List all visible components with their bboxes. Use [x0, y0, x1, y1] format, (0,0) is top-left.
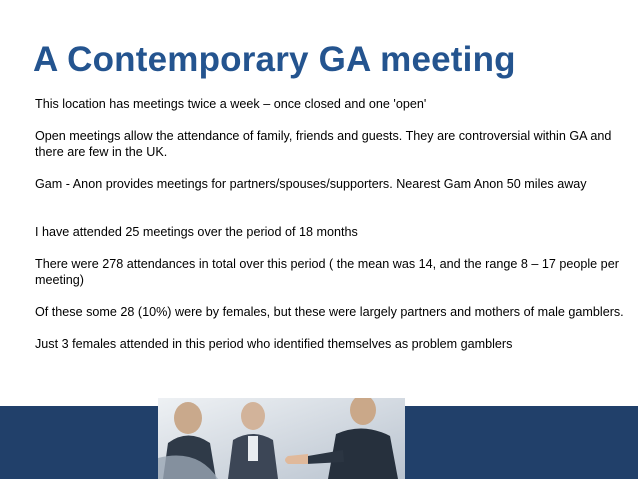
paragraph-total-attendances: There were 278 attendances in total over this period ( the mean was 14, and the range 8 – 17 people per meeting) [35, 257, 619, 287]
paragraph-gam-anon: Gam - Anon provides meetings for partners/spouses/supporters. Nearest Gam Anon 50 miles away [35, 177, 587, 191]
paragraph-open-meetings: Open meetings allow the attendance of family, friends and guests. They are controversial within GA and there are few in the UK. [35, 129, 612, 159]
paragraph-female-attendance: Of these some 28 (10%) were by females, but these were largely partners and mothers of male gamblers. [35, 305, 624, 319]
slide-title: A Contemporary GA meeting [33, 40, 516, 79]
business-handshake-photo-icon [158, 398, 405, 479]
paragraph-attendance-count: I have attended 25 meetings over the period of 18 months [35, 225, 358, 239]
slide-body [35, 96, 627, 352]
handshake-photo [158, 398, 405, 479]
paragraph-meeting-frequency: This location has meetings twice a week – once closed and one 'open' [35, 97, 427, 111]
paragraph-female-gamblers: Just 3 females attended in this period who identified themselves as problem gamblers [35, 337, 513, 351]
